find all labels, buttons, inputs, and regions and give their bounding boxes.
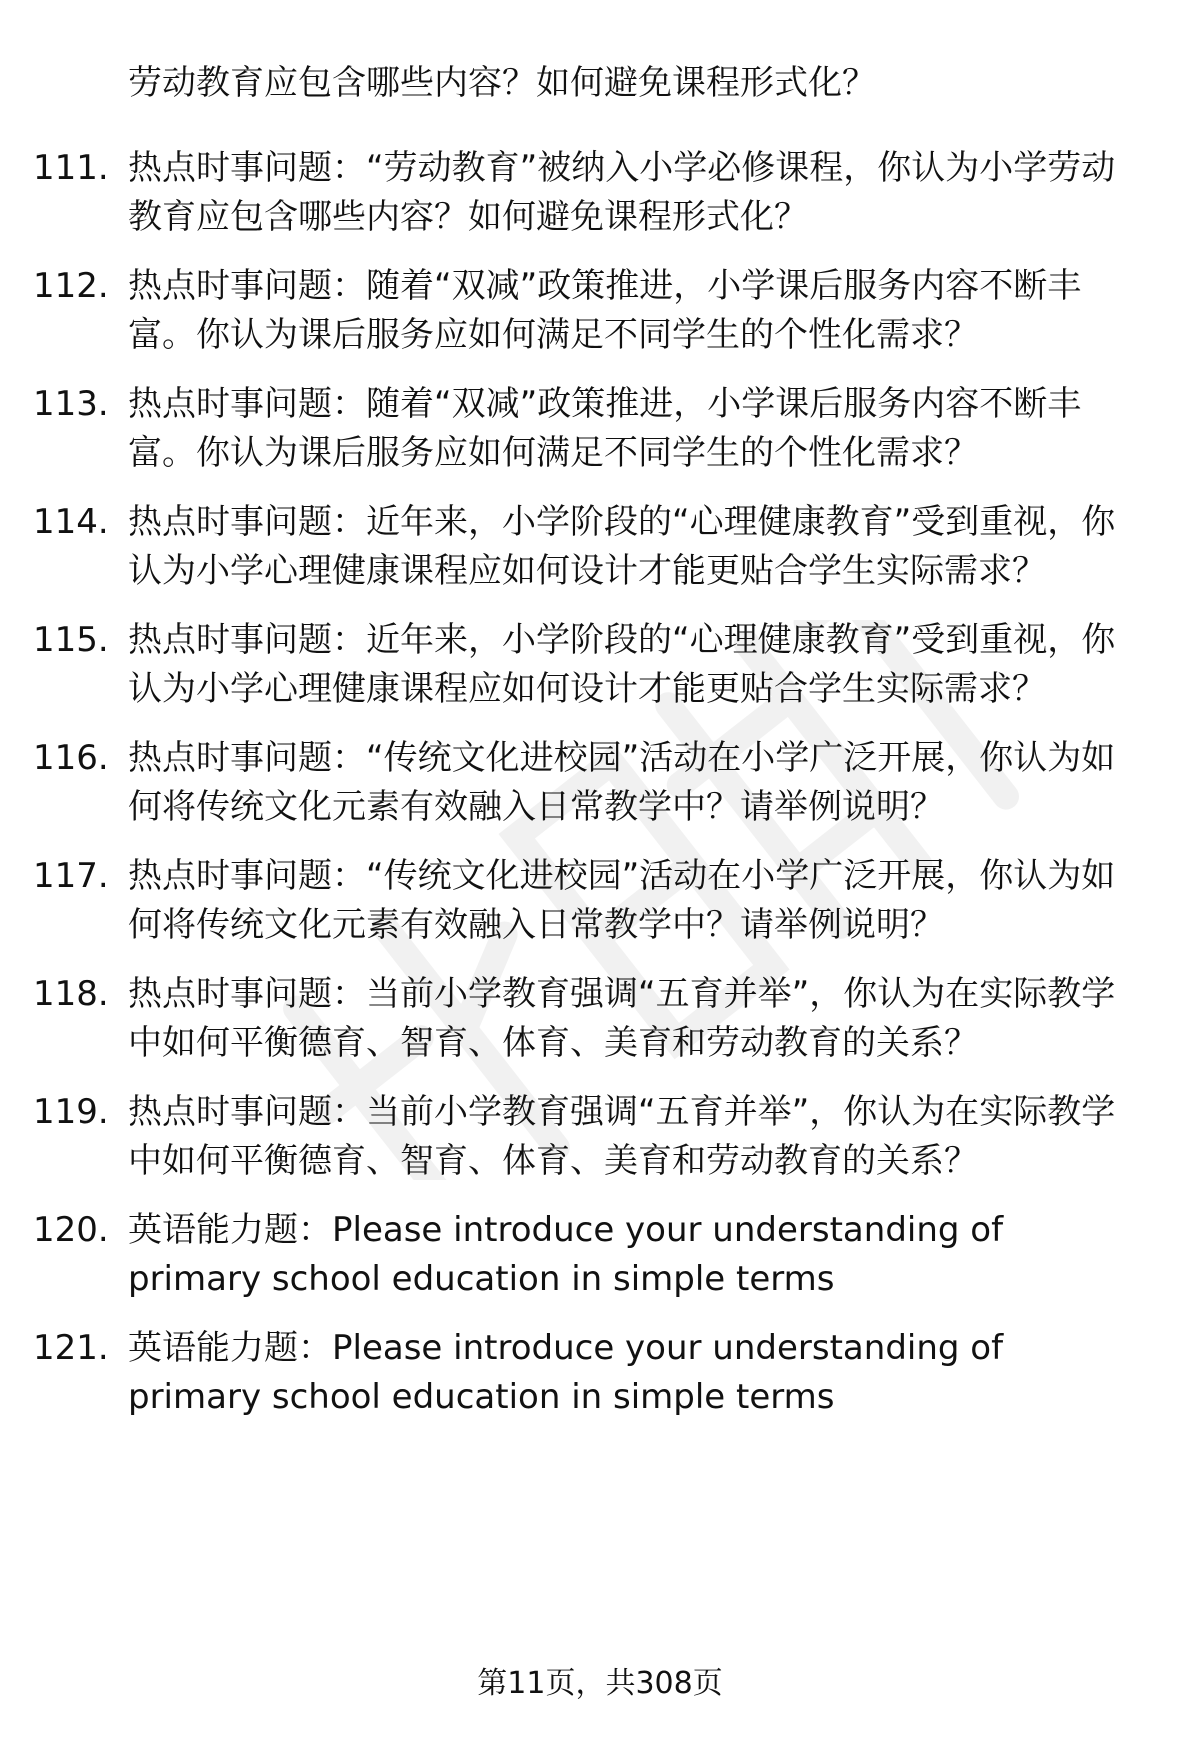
question-text: 热点时事问题：“劳动教育”被纳入小学必修课程，你认为小学劳动教育应包含哪些内容？如何避免课程形式化？ bbox=[128, 148, 1116, 237]
question-text: 热点时事问题：“传统文化进校园”活动在小学广泛开展，你认为如何将传统文化元素有效融入日常教学中？请举例说明？ bbox=[128, 738, 1116, 827]
list-item bbox=[0, 1324, 1138, 1422]
list-item bbox=[0, 616, 1138, 714]
list-item bbox=[0, 852, 1138, 950]
question-text: 热点时事问题：随着“双减”政策推进，小学课后服务内容不断丰富。你认为课后服务应如何满足不同学生的个性化需求？ bbox=[128, 384, 1082, 473]
question-text: 热点时事问题：近年来，小学阶段的“心理健康教育”受到重视，你认为小学心理健康课程应如何设计才能更贴合学生实际需求？ bbox=[128, 502, 1116, 591]
question-continuation: 劳动教育应包含哪些内容？如何避免课程形式化？ bbox=[128, 63, 876, 103]
question-text: 英语能力题：Please introduce your understanding of primary school education in simple terms bbox=[128, 1210, 1004, 1299]
question-text: 热点时事问题：“传统文化进校园”活动在小学广泛开展，你认为如何将传统文化元素有效融入日常教学中？请举例说明？ bbox=[128, 856, 1116, 945]
page-footer: 第11页，共308页 bbox=[477, 1666, 723, 1701]
question-number: 118. bbox=[33, 974, 109, 1014]
question-number: 111. bbox=[33, 148, 109, 188]
list-item bbox=[0, 144, 1138, 242]
list-item bbox=[0, 380, 1138, 478]
question-number: 117. bbox=[33, 856, 109, 896]
list-item bbox=[0, 498, 1138, 596]
question-number: 112. bbox=[33, 266, 109, 306]
list-item bbox=[0, 262, 1138, 360]
question-text: 英语能力题：Please introduce your understanding of primary school education in simple terms bbox=[128, 1328, 1004, 1417]
list-item bbox=[0, 1206, 1138, 1304]
question-list bbox=[0, 144, 1200, 1422]
list-item bbox=[0, 1088, 1138, 1186]
question-number: 113. bbox=[33, 384, 109, 424]
question-text: 热点时事问题：近年来，小学阶段的“心理健康教育”受到重视，你认为小学心理健康课程应如何设计才能更贴合学生实际需求？ bbox=[128, 620, 1116, 709]
question-number: 119. bbox=[33, 1092, 109, 1132]
question-text: 热点时事问题：当前小学教育强调“五育并举”，你认为在实际教学中如何平衡德育、智育、体育、美育和劳动教育的关系？ bbox=[128, 1092, 1116, 1181]
question-number: 116. bbox=[33, 738, 109, 778]
list-item bbox=[0, 970, 1138, 1068]
question-number: 120. bbox=[33, 1210, 109, 1250]
question-text: 热点时事问题：当前小学教育强调“五育并举”，你认为在实际教学中如何平衡德育、智育、体育、美育和劳动教育的关系？ bbox=[128, 974, 1116, 1063]
list-item bbox=[0, 734, 1138, 832]
question-text: 热点时事问题：随着“双减”政策推进，小学课后服务内容不断丰富。你认为课后服务应如何满足不同学生的个性化需求？ bbox=[128, 266, 1082, 355]
question-number: 115. bbox=[33, 620, 109, 660]
question-number: 121. bbox=[33, 1328, 109, 1368]
question-number: 114. bbox=[33, 502, 109, 542]
